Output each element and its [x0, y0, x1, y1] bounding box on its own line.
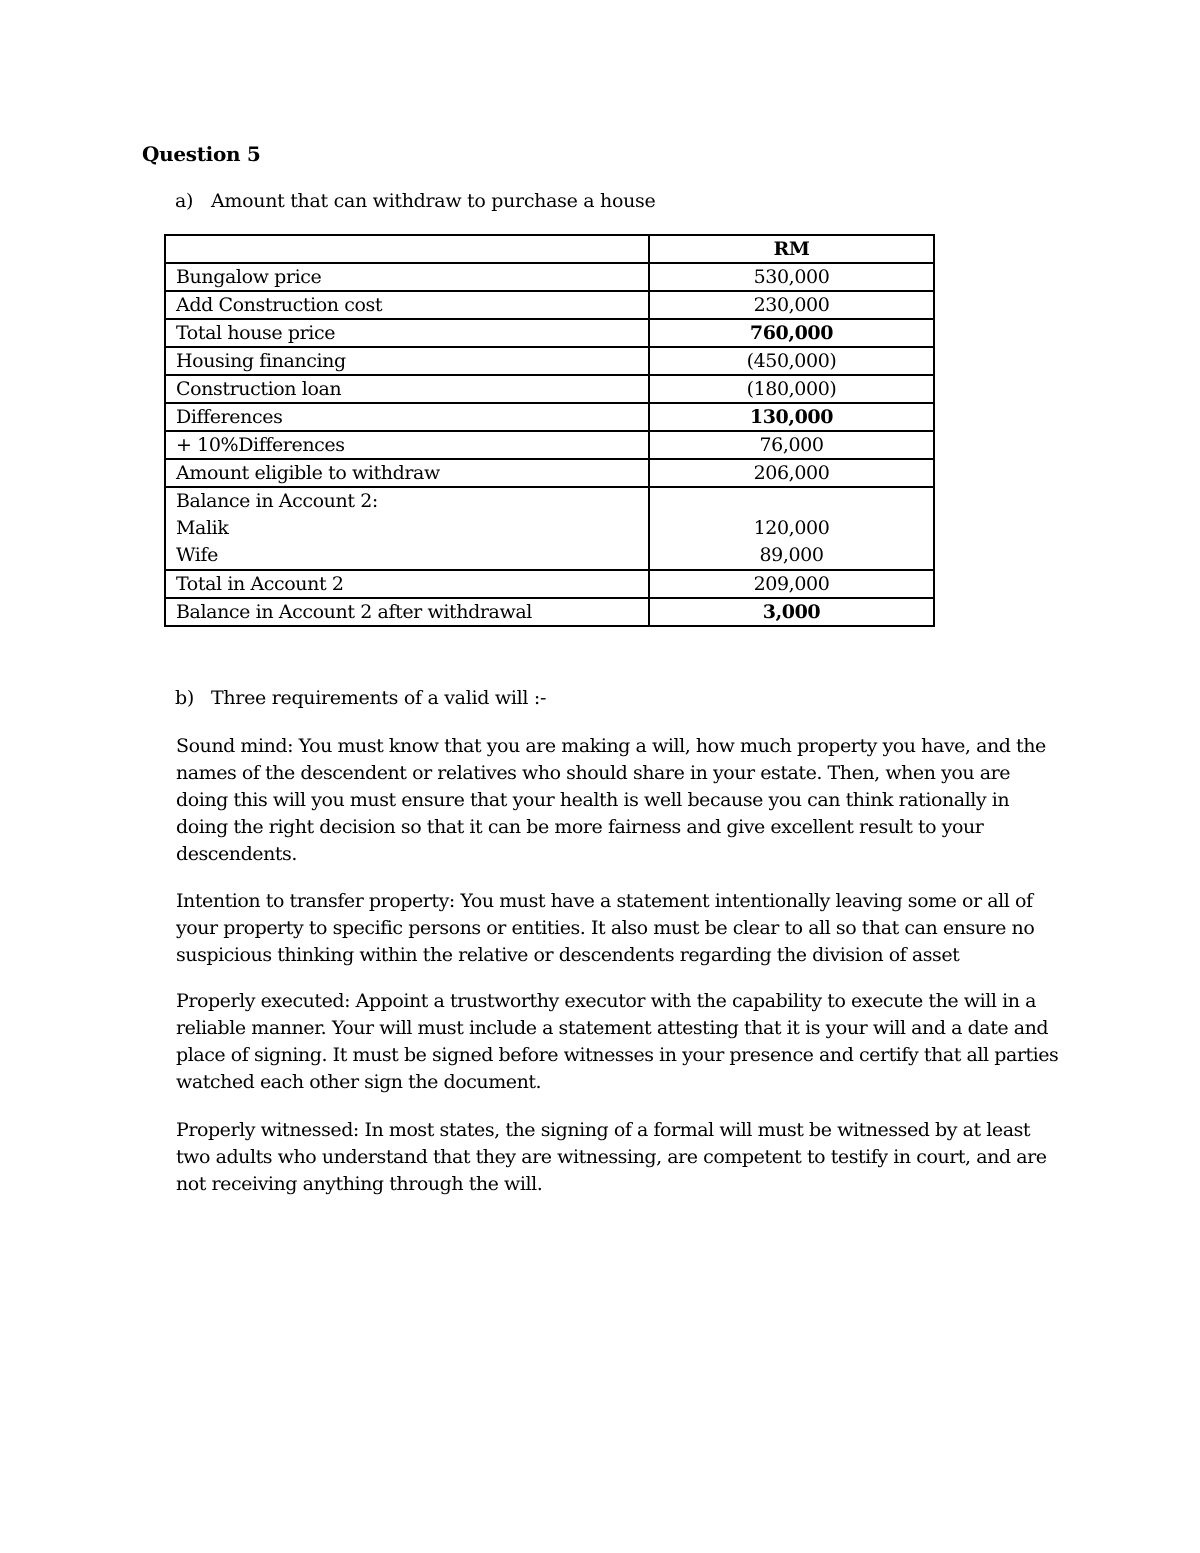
part-b-heading-text: Three requirements of a valid will :-: [211, 687, 547, 709]
row-value: 530,000: [649, 263, 934, 291]
balance-after-label: Balance in Account 2 after withdrawal: [165, 598, 649, 626]
total-account2-value: 209,000: [649, 570, 934, 598]
row-label: Housing financing: [165, 347, 649, 375]
account2-heading: Balance in Account 2:: [176, 490, 378, 512]
part-a-marker: a): [175, 190, 194, 212]
row-value: 76,000: [649, 431, 934, 459]
balance-after-value: 3,000: [649, 598, 934, 626]
row-label: Bungalow price: [165, 263, 649, 291]
question-title: Question 5: [142, 142, 261, 166]
row-value: (450,000): [649, 347, 934, 375]
wife-value: 89,000: [759, 544, 824, 566]
table-header-blank: [165, 235, 649, 263]
row-value: 760,000: [649, 319, 934, 347]
part-b-marker: b): [175, 687, 194, 709]
wife-label: Wife: [176, 544, 218, 566]
row-value: (180,000): [649, 375, 934, 403]
part-a-heading-text: Amount that can withdraw to purchase a house: [211, 190, 656, 212]
row-value: 230,000: [649, 291, 934, 319]
requirement-intention: Intention to transfer property: You must have a statement intentionally leaving some or all of your property to specific persons or entities. It also must be clear to all so that can ensure no suspicious thinking within the relative or descendents regarding the division of asset: [176, 890, 1035, 966]
row-label: + 10%Differences: [165, 431, 649, 459]
row-label: Total house price: [165, 319, 649, 347]
malik-label: Malik: [176, 517, 229, 539]
row-label: Construction loan: [165, 375, 649, 403]
row-label: Amount eligible to withdraw: [165, 459, 649, 487]
requirement-sound-mind: Sound mind: You must know that you are making a will, how much property you have, and the names of the descendent or relatives who should share in your estate. Then, when you are doing this will you must ensure that your health is well because you can think rationally in doing the right decision so that it can be more fairness and give excellent result to your descendents.: [176, 735, 1046, 865]
requirement-executed: Properly executed: Appoint a trustworthy executor with the capability to execute the will in a reliable manner. Your will must include a statement attesting that it is your will and a date and place of signing. It must be signed before witnesses in your presence and certify that all parties watched each other sign the document.: [176, 990, 1059, 1093]
total-account2-label: Total in Account 2: [165, 570, 649, 598]
table-header-row: [165, 235, 934, 263]
part-a-heading: [175, 190, 655, 212]
account2-labels: [165, 487, 649, 570]
table-row: [165, 347, 934, 375]
table-row: [165, 570, 934, 598]
account2-values: [649, 487, 934, 570]
requirement-witnessed: Properly witnessed: In most states, the signing of a formal will must be witnessed by at least two adults who understand that they are witnessing, are competent to testify in court, and are not receiving anything through the will.: [176, 1119, 1047, 1195]
withdrawal-table: [164, 234, 935, 627]
currency-header: RM: [649, 235, 934, 263]
table-row: [165, 291, 934, 319]
row-label: Differences: [165, 403, 649, 431]
table-row: [165, 403, 934, 431]
row-value: 130,000: [649, 403, 934, 431]
row-label: Add Construction cost: [165, 291, 649, 319]
table-row: [165, 431, 934, 459]
table-row: [165, 375, 934, 403]
table-row: [165, 319, 934, 347]
malik-value: 120,000: [753, 517, 830, 539]
account2-balance-row: [165, 487, 934, 570]
table-row: [165, 459, 934, 487]
table-row: [165, 598, 934, 626]
part-b-heading: [175, 687, 546, 709]
table-row: [165, 263, 934, 291]
row-value: 206,000: [649, 459, 934, 487]
